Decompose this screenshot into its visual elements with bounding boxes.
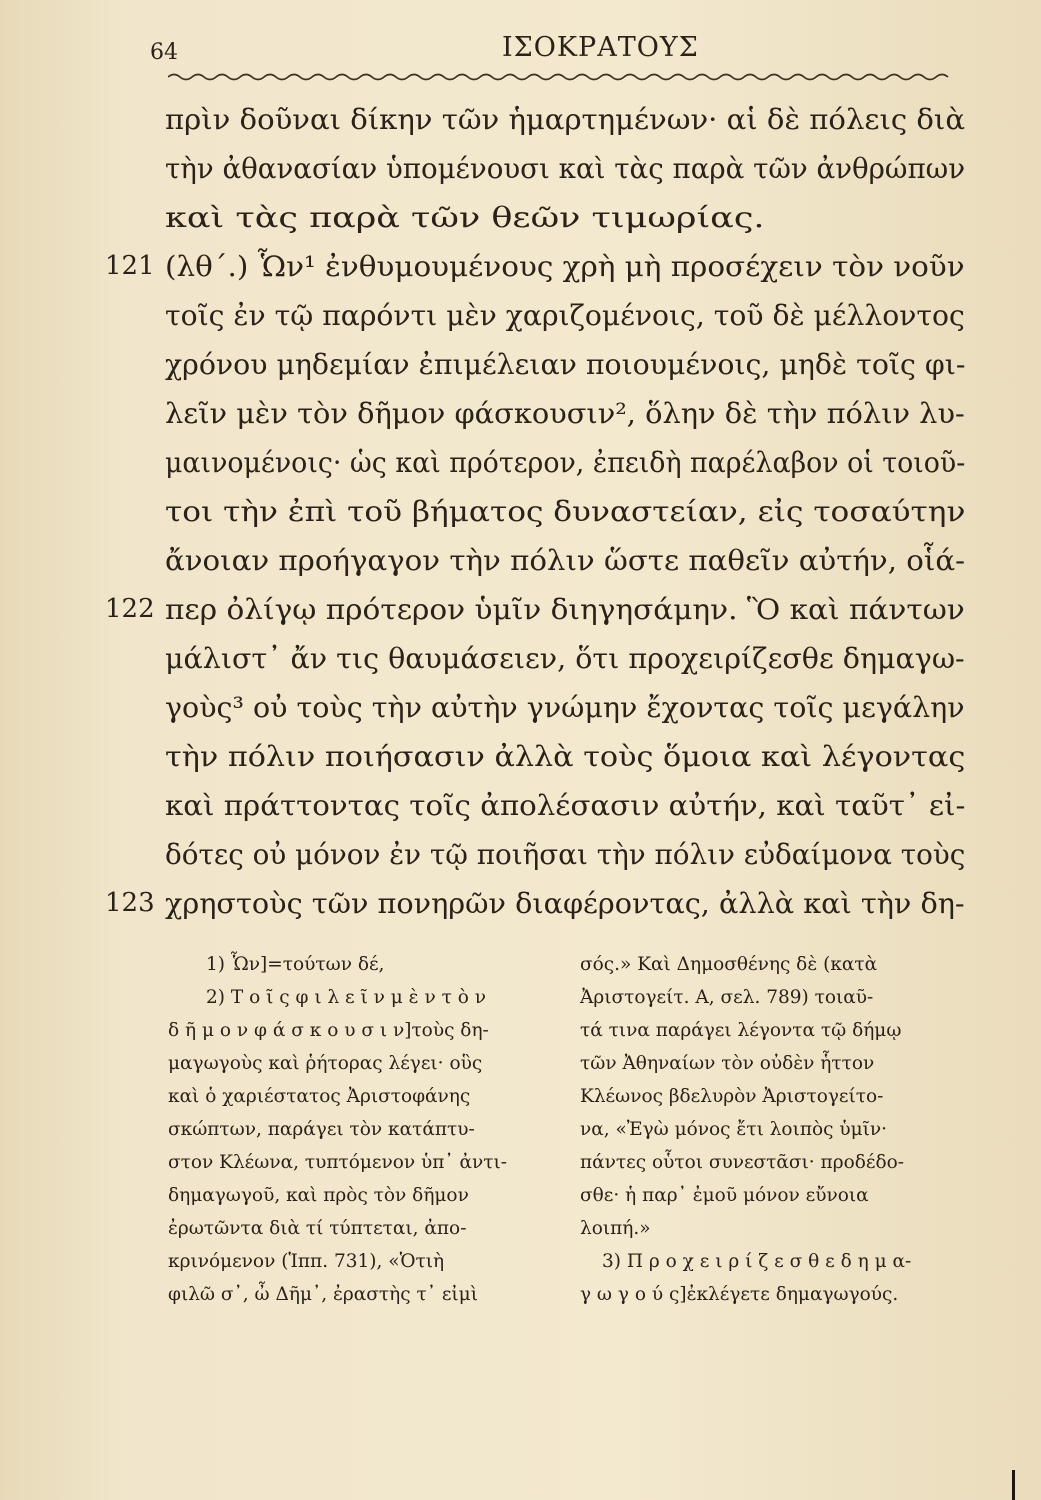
- footnote-line: σθε· ἡ παρ᾽ ἐμοῦ μόνον εὔνοια: [580, 1185, 869, 1206]
- line-text: χρόνου μηδεμίαν ἐπιμέλειαν ποιουμένοις, μηδὲ τοῖς φι-: [165, 348, 966, 381]
- text-line: [165, 291, 965, 340]
- line-text: μαινομένοις· ὡς καὶ πρότερον, ἐπειδὴ παρέλαβον οἱ τοιοῦ-: [165, 446, 966, 479]
- footnote-line: να, «Ἐγὼ μόνος ἔτι λοιπὸς ὑμῖν·: [580, 1119, 888, 1140]
- footnote-line: στον Κλέωνα, τυπτόμενον ὑπ᾽ ἀντι-: [168, 1152, 507, 1173]
- line-text: δότες οὐ μόνον ἐν τῷ ποιῆσαι τὴν πόλιν εὐδαίμονα τοὺς: [165, 838, 966, 871]
- footnote-line: 2) Τ ο ῖ ς φ ι λ ε ῖ ν μ ὲ ν τ ὸ ν: [206, 987, 487, 1008]
- footnotes-right-column: [580, 948, 975, 1311]
- line-text: γοὺς³ οὐ τοὺς τὴν αὐτὴν γνώμην ἔχοντας τοῖς μεγάλην: [165, 691, 965, 724]
- footnote-line: φιλῶ σ᾽, ὦ Δῆμ᾽, ἐραστὴς τ᾽ εἰμὶ: [168, 1284, 478, 1305]
- line-text: καὶ τὰς παρὰ τῶν θεῶν τιμωρίας.: [165, 201, 765, 234]
- line-text: χρηστοὺς τῶν πονηρῶν διαφέροντας, ἀλλὰ καὶ τὴν δη-: [165, 887, 965, 920]
- line-text: τοι τὴν ἐπὶ τοῦ βήματος δυναστείαν, εἰς τοσαύτην: [165, 495, 966, 528]
- text-line: [165, 683, 965, 732]
- line-text: καὶ πράττοντας τοῖς ἀπολέσασιν αὐτήν, καὶ ταῦτ᾽ εἰ-: [165, 789, 966, 822]
- footnote-line: Ἀριστογείτ. Α, σελ. 789) τοιαῦ-: [580, 987, 874, 1008]
- text-line: [165, 438, 965, 487]
- line-text: λεῖν μὲν τὸν δῆμον φάσκουσιν², ὅλην δὲ τὴν πόλιν λυ-: [165, 397, 965, 430]
- text-line: [165, 144, 965, 193]
- footnotes-left-column: [168, 948, 563, 1311]
- text-line: [165, 487, 965, 536]
- page-number: 64: [150, 40, 178, 65]
- wavy-header-rule: [168, 70, 953, 84]
- footnote-line: καὶ ὁ χαριέστατος Ἀριστοφάνης: [168, 1086, 471, 1107]
- footnote-line: 3) Π ρ ο χ ε ι ρ ί ζ ε σ θ ε δ η μ α-: [602, 1251, 912, 1272]
- footnote-line: 1) Ὧν]=τούτων δέ,: [206, 954, 385, 975]
- footnote-line: δ ῆ μ ο ν φ ά σ κ ο υ σ ι ν]τοὺς δη-: [168, 1020, 489, 1041]
- footnote-line: γ ω γ ο ύ ς]ἐκλέγετε δημαγωγούς.: [580, 1284, 899, 1305]
- footnote-line: πάντες οὗτοι συνεστᾶσι· προδέδο-: [580, 1152, 904, 1173]
- margin-mark: [1012, 1470, 1015, 1500]
- line-text: τοῖς ἐν τῷ παρόντι μὲν χαριζομένοις, τοῦ δὲ μέλλοντος: [165, 299, 965, 332]
- main-text-block: [105, 95, 966, 928]
- text-line: [165, 830, 965, 879]
- footnote-line: σκώπτων, παράγει τὸν κατάπτυ-: [168, 1119, 475, 1140]
- text-line: [105, 242, 965, 291]
- footnote-line: δημαγωγοῦ, καὶ πρὸς τὸν δῆμον: [168, 1185, 469, 1206]
- section-number: 121: [105, 251, 155, 281]
- section-number: 122: [105, 594, 155, 624]
- footnote-line: τά τινα παράγει λέγοντα τῷ δήμῳ: [580, 1020, 902, 1041]
- line-text: πρὶν δοῦναι δίκην τῶν ἡμαρτημένων· αἱ δὲ πόλεις διὰ: [165, 103, 965, 136]
- text-line: [165, 95, 965, 144]
- text-line: [165, 732, 965, 781]
- text-line: [165, 193, 965, 242]
- line-text: τὴν ἀθανασίαν ὑπομένουσι καὶ τὰς παρὰ τῶν ἀνθρώπων: [165, 152, 966, 185]
- text-line: [165, 536, 965, 585]
- line-text: τὴν πόλιν ποιήσασιν ἀλλὰ τοὺς ὅμοια καὶ λέγοντας: [165, 740, 966, 773]
- text-line: [165, 389, 965, 438]
- running-title: ΙΣΟΚΡΑΤΟΥΣ: [502, 32, 699, 63]
- footnote-line: κρινόμενον (Ἱππ. 731), «Ὁτιὴ: [168, 1251, 445, 1272]
- text-line: [165, 340, 965, 389]
- footnote-line: ἐρωτῶντα διὰ τί τύπτεται, ἀπο-: [168, 1218, 467, 1239]
- footnote-line: τῶν Ἀθηναίων τὸν οὐδὲν ἧττον: [580, 1053, 875, 1074]
- text-line: [165, 634, 965, 683]
- text-line: [165, 781, 965, 830]
- line-text: (λθ΄.) Ὧν¹ ἐνθυμουμένους χρὴ μὴ προσέχειν τὸν νοῦν: [165, 250, 965, 283]
- line-text: μάλιστ᾽ ἄν τις θαυμάσειεν, ὅτι προχειρίζεσθε δημαγω-: [165, 642, 965, 675]
- line-text: περ ὀλίγῳ πρότερον ὑμῖν διηγησάμην. Ὃ καὶ πάντων: [165, 593, 965, 626]
- section-number: 123: [105, 888, 155, 918]
- text-line: [105, 585, 965, 634]
- text-line: [105, 879, 965, 928]
- line-text: ἄνοιαν προήγαγον τὴν πόλιν ὥστε παθεῖν αὐτήν, οἷά-: [165, 544, 965, 577]
- footnote-line: μαγωγοὺς καὶ ῥήτορας λέγει· οὓς: [168, 1053, 483, 1074]
- footnote-line: λοιπή.»: [580, 1218, 651, 1239]
- page-header: [150, 22, 960, 82]
- footnote-line: σός.» Καὶ Δημοσθένης δὲ (κατὰ: [580, 954, 878, 975]
- footnote-line: Κλέωνος βδελυρὸν Ἀριστογείτο-: [580, 1086, 884, 1107]
